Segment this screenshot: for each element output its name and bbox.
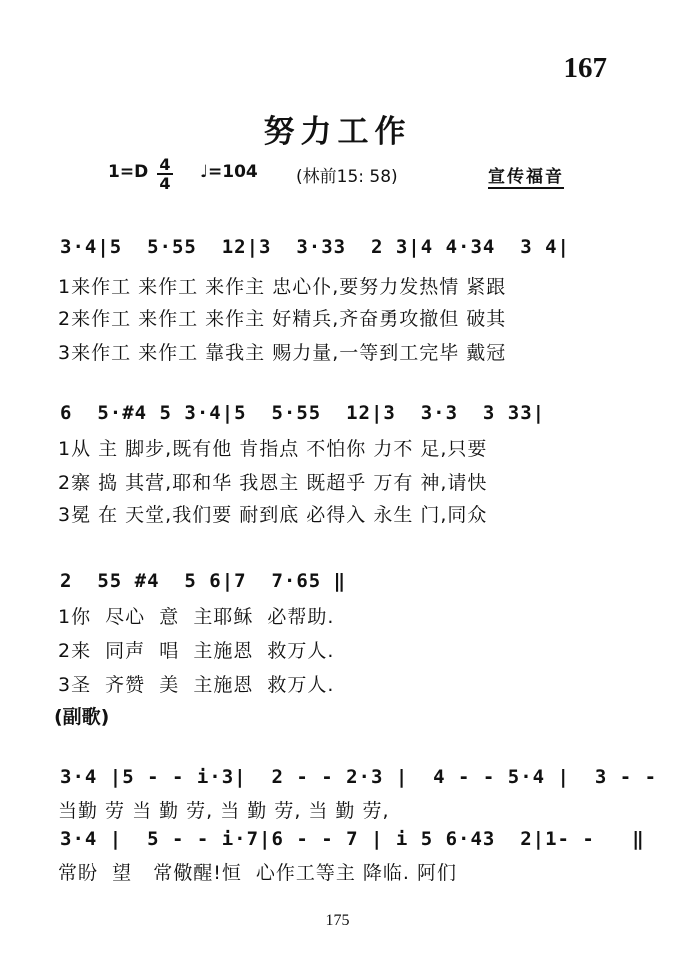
chorus-label: (副歌) (54, 706, 110, 728)
lyric-line-1-verse-3: 3来作工 来作工 靠我主 赐力量,一等到工完毕 戴冠 (58, 342, 507, 364)
chorus-notation-2: 3·4 | 5 - - i·7|6 - - 7 | i 5 6·43 2|1- - ‖ (60, 828, 645, 850)
key-signature: 1=D (108, 162, 149, 182)
lyric-line-3-verse-3: 3圣 齐赞 美 主施恩 救万人. (58, 674, 335, 696)
scripture-reference: (林前15: 58) (296, 167, 398, 187)
lyric-line-1-verse-2: 2来作工 来作工 来作主 好精兵,齐奋勇攻撤但 破其 (58, 308, 507, 330)
chorus-lyric-1: 当勤 劳 当 勤 劳, 当 勤 劳, 当 勤 劳, (58, 800, 390, 822)
hymn-category: 宣传福音 (488, 162, 564, 189)
time-signature (155, 156, 175, 192)
hymn-number: 167 (563, 52, 607, 84)
page-number: 175 (325, 912, 350, 929)
lyric-line-2-verse-1: 1从 主 脚步,既有他 肯指点 不怕你 力不 足,只要 (58, 438, 488, 460)
lyric-line-3-verse-2: 2来 同声 唱 主施恩 救万人. (58, 640, 335, 662)
notation-line-1: 3·4|5 5·55 12|3 3·33 2 3|4 4·34 3 4| (60, 236, 570, 258)
notation-line-2: 6 5·#4 5 3·4|5 5·55 12|3 3·3 3 33| (60, 402, 546, 424)
hymn-title: 努力工作 (263, 114, 412, 150)
time-signature-top: 4 (159, 155, 171, 174)
chorus-lyric-2: 常盼 望 常儆醒!恒 心作工等主 降临. 阿们 (58, 862, 458, 884)
time-signature-bottom: 4 (159, 174, 171, 193)
tempo-marking: ♩=104 (200, 162, 258, 182)
lyric-line-3-verse-1: 1你 尽心 意 主耶稣 必帮助. (58, 606, 335, 628)
lyric-line-2-verse-3: 3冕 在 天堂,我们要 耐到底 必得入 永生 门,同众 (58, 504, 488, 526)
chorus-notation-1: 3·4 |5 - - i·3| 2 - - 2·3 | 4 - - 5·4 | 3 - - (60, 766, 658, 788)
lyric-line-1-verse-1: 1来作工 来作工 来作主 忠心仆,要努力发热情 紧跟 (58, 276, 507, 298)
notation-line-3: 2 55 #4 5 6|7 7·65 ‖ (60, 570, 347, 592)
lyric-line-2-verse-2: 2寨 捣 其营,耶和华 我恩主 既超乎 万有 神,请快 (58, 472, 488, 494)
